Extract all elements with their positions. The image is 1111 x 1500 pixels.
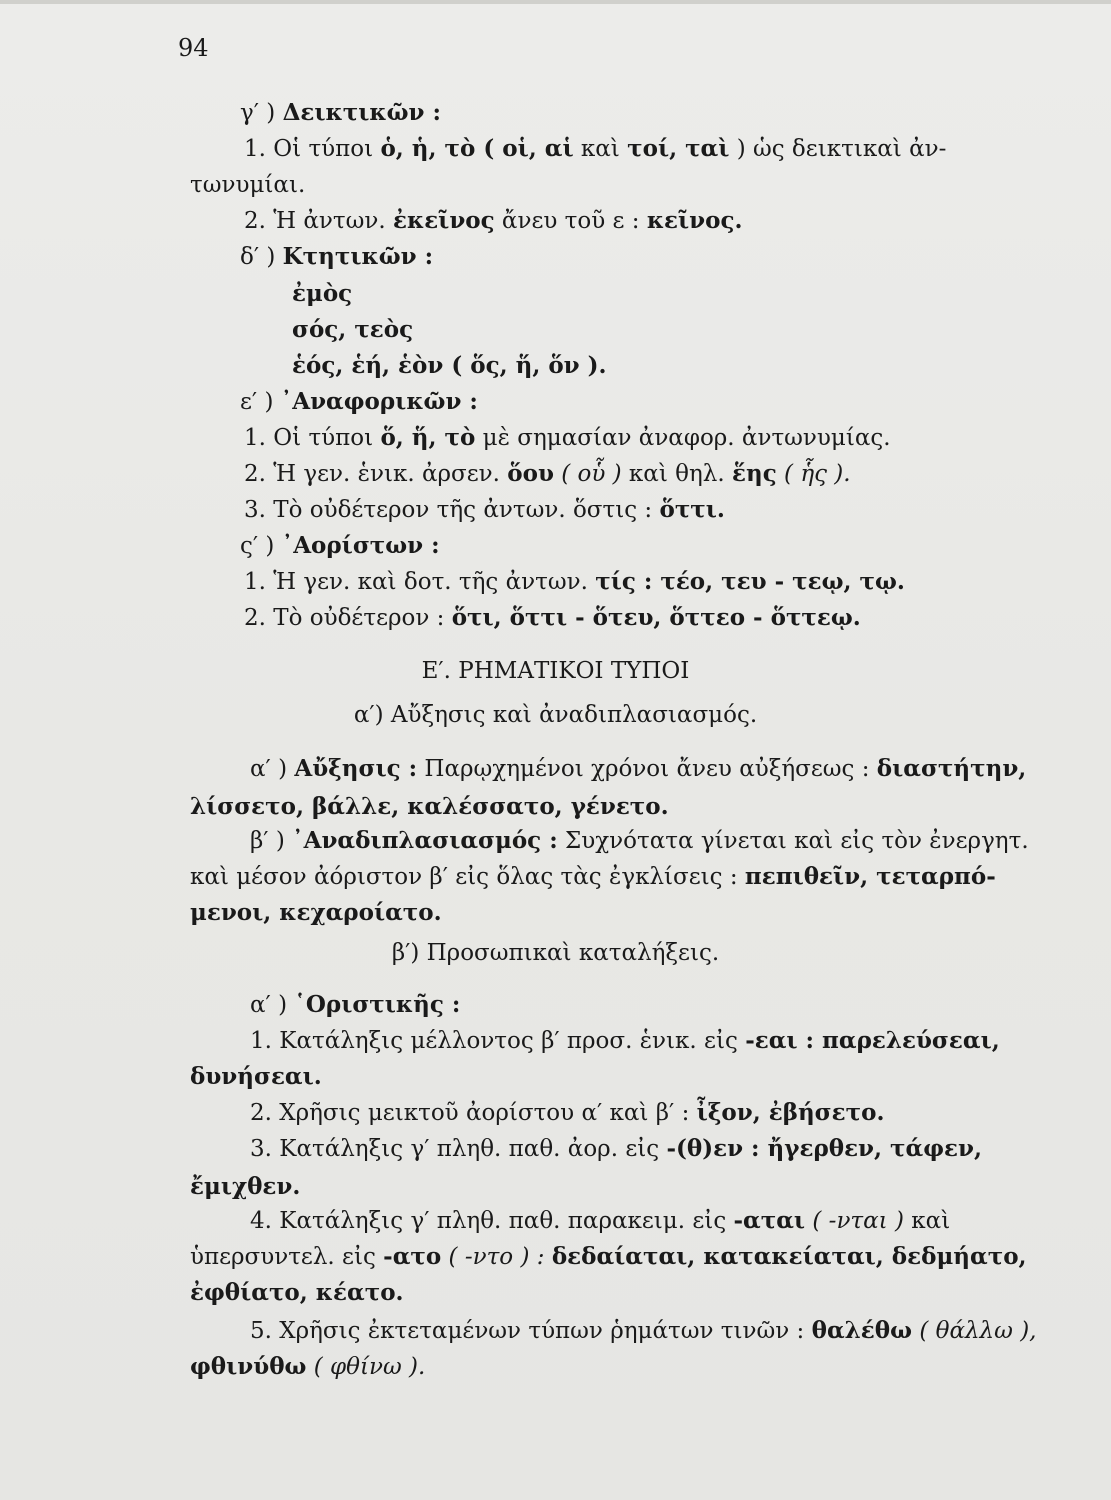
page-number: 94 <box>178 34 209 62</box>
text-line: 2. Τὸ οὐδέτερον : ὅτι, ὅττι - ὅτευ, ὅττεο - ὅττεῳ. <box>244 604 861 631</box>
text-line <box>190 1062 322 1092</box>
text-line: α′ ) Αὔξησις : Παρῳχημένοι χρόνοι ἄνευ αὐξήσεως : διαστήτην, <box>250 755 1027 782</box>
bold-term: λίσσετο, βάλλε, καλέσσατο, γένετο. <box>190 793 669 820</box>
bold-term: σός, τεὸς <box>292 316 414 343</box>
bold-term: τίς : τέο, τευ - τεῳ, τῳ. <box>595 568 905 595</box>
bold-term: ἔμιχθεν. <box>190 1173 301 1200</box>
text-line: α′ ) ῾Οριστικῆς : <box>250 991 461 1018</box>
bold-term: ὁ, ἡ, τὸ ( οἱ, αἱ <box>380 135 574 162</box>
text-line: 5. Χρῆσις ἐκτεταμένων τύπων ῥημάτων τινῶν : θαλέθω ( θάλλω ), <box>250 1317 1037 1344</box>
text-line: 4. Κατάληξις γ′ πληθ. παθ. παρακειμ. εἰς -αται ( -νται ) καὶ <box>250 1207 951 1234</box>
bold-term: -εαι : παρελεύσεαι, <box>745 1027 1000 1054</box>
bold-term: -(θ)εν : ἤγερθεν, τάφεν, <box>666 1135 982 1162</box>
bold-term: ᾿Αναφορικῶν : <box>280 388 478 415</box>
text-line: 2. Ἡ ἀντων. ἐκεῖνος ἄνευ τοῦ ε : κεῖνος. <box>244 207 743 234</box>
text-line: 1. Ἡ γεν. καὶ δοτ. τῆς ἀντων. τίς : τέο, τευ - τεῳ, τῳ. <box>244 568 905 595</box>
bold-term: Κτητικῶν : <box>282 243 434 270</box>
bold-term: ὅτι, ὅττι - ὅτευ, ὅττεο - ὅττεῳ. <box>451 604 861 631</box>
subsection-heading: α′) Αὔξησις καὶ ἀναδιπλασιασμός. <box>353 702 758 728</box>
italic-gloss: ( -ντο ) : <box>448 1244 545 1270</box>
italic-gloss: ( οὗ ) <box>561 461 622 487</box>
bold-term: τοί, ταὶ <box>627 135 730 162</box>
bold-term: πεπιθεῖν, τεταρπό- <box>744 863 996 890</box>
italic-gloss: ( -νται ) <box>812 1208 904 1234</box>
text-line: ς′ ) ᾿Αορίστων : <box>240 532 440 559</box>
bold-term: Δεικτικῶν : <box>282 99 441 126</box>
text-line: 1. Οἱ τύποι ὅ, ἥ, τὸ μὲ σημασίαν ἀναφορ. ἀντωνυμίας. <box>244 424 891 451</box>
bold-term: διαστήτην, <box>876 755 1027 782</box>
text-line: δ′ ) Κτητικῶν : <box>240 243 434 270</box>
section-heading: Ε′. ΡΗΜΑΤΙΚΟΙ ΤΥΠΟΙ <box>421 658 690 684</box>
italic-gloss: ( ἧς ). <box>784 461 851 487</box>
bold-term: μενοι, κεχαροίατο. <box>190 899 442 926</box>
bold-term: ὅου <box>507 460 554 487</box>
subsection-heading: β′) Προσωπικαὶ καταλήξεις. <box>391 940 720 966</box>
bold-term: -αται <box>733 1207 806 1234</box>
bold-term: ὅττι. <box>659 496 725 523</box>
bold-term: ἕης <box>732 460 777 487</box>
bold-term: ἶξον, ἐβήσετο. <box>696 1099 885 1126</box>
text-line: 3. Κατάληξις γ′ πληθ. παθ. ἀορ. εἰς -(θ)εν : ἤγερθεν, τάφεν, <box>250 1135 982 1162</box>
bold-term: θαλέθω <box>811 1317 912 1344</box>
text-line <box>190 1172 300 1202</box>
bold-term: κεῖνος. <box>646 207 743 234</box>
italic-gloss: ( θάλλω ), <box>919 1318 1037 1344</box>
text-line: 2. Ἡ γεν. ἑνικ. ἀρσεν. ὅου ( οὗ ) καὶ θηλ. ἕης ( ἧς ). <box>244 460 851 487</box>
bold-term: -ατο <box>383 1243 442 1270</box>
text-line <box>292 351 607 381</box>
bold-term: δεδαίαται, κατακείαται, δεδμήατο, <box>551 1243 1027 1270</box>
text-line <box>292 279 352 309</box>
text-line: ε′ ) ᾿Αναφορικῶν : <box>240 388 478 415</box>
text-line: β′ ) ᾿Αναδιπλασιασμός : Συχνότατα γίνεται καὶ εἰς τὸν ἐνεργητ. <box>250 827 1029 854</box>
bold-term: ἐμὸς <box>292 280 353 307</box>
bold-term: ἐκεῖνος <box>392 207 495 234</box>
text-line <box>190 792 669 822</box>
text-line <box>190 1352 425 1382</box>
bold-term: ἑός, ἑή, ἑὸν ( ὅς, ἥ, ὅν ). <box>292 352 607 379</box>
bold-term: ᾿Αορίστων : <box>281 532 440 559</box>
text-line <box>190 898 442 928</box>
text-line <box>190 1278 404 1308</box>
text-line <box>292 315 413 345</box>
text-line: 2. Χρῆσις μεικτοῦ ἀορίστου α′ καὶ β′ : ἶξον, ἐβήσετο. <box>250 1099 885 1126</box>
bold-term: ἐφθίατο, κέατο. <box>190 1279 404 1306</box>
bold-term: δυνήσεαι. <box>190 1063 322 1090</box>
text-line: τωνυμίαι. <box>190 172 306 198</box>
text-line: 1. Οἱ τύποι ὁ, ἡ, τὸ ( οἱ, αἱ καὶ τοί, ταὶ ) ὡς δεικτικαὶ ἀν- <box>244 135 947 162</box>
text-line: ὑπερσυντελ. εἰς -ατο ( -ντο ) : δεδαίαται, κατακείαται, δεδμήατο, <box>190 1243 1027 1270</box>
italic-gloss: ( φθίνω ). <box>313 1354 426 1380</box>
bold-term: ᾿Αναδιπλασιασμός : <box>292 827 558 854</box>
bold-term: ὅ, ἥ, τὸ <box>380 424 476 451</box>
text-line: γ′ ) Δεικτικῶν : <box>240 99 441 126</box>
text-line: 1. Κατάληξις μέλλοντος β′ προσ. ἑνικ. εἰς -εαι : παρελεύσεαι, <box>250 1027 1000 1054</box>
top-edge-shadow <box>0 0 1111 4</box>
text-line: 3. Τὸ οὐδέτερον τῆς ἀντων. ὅστις : ὅττι. <box>244 496 725 523</box>
bold-term: ῾Οριστικῆς : <box>294 991 461 1018</box>
bold-term: φθινύθω <box>190 1353 307 1380</box>
bold-term: Αὔξησις : <box>294 755 418 782</box>
text-line: καὶ μέσον ἀόριστον β′ εἰς ὅλας τὰς ἐγκλίσεις : πεπιθεῖν, τεταρπό- <box>190 863 996 890</box>
